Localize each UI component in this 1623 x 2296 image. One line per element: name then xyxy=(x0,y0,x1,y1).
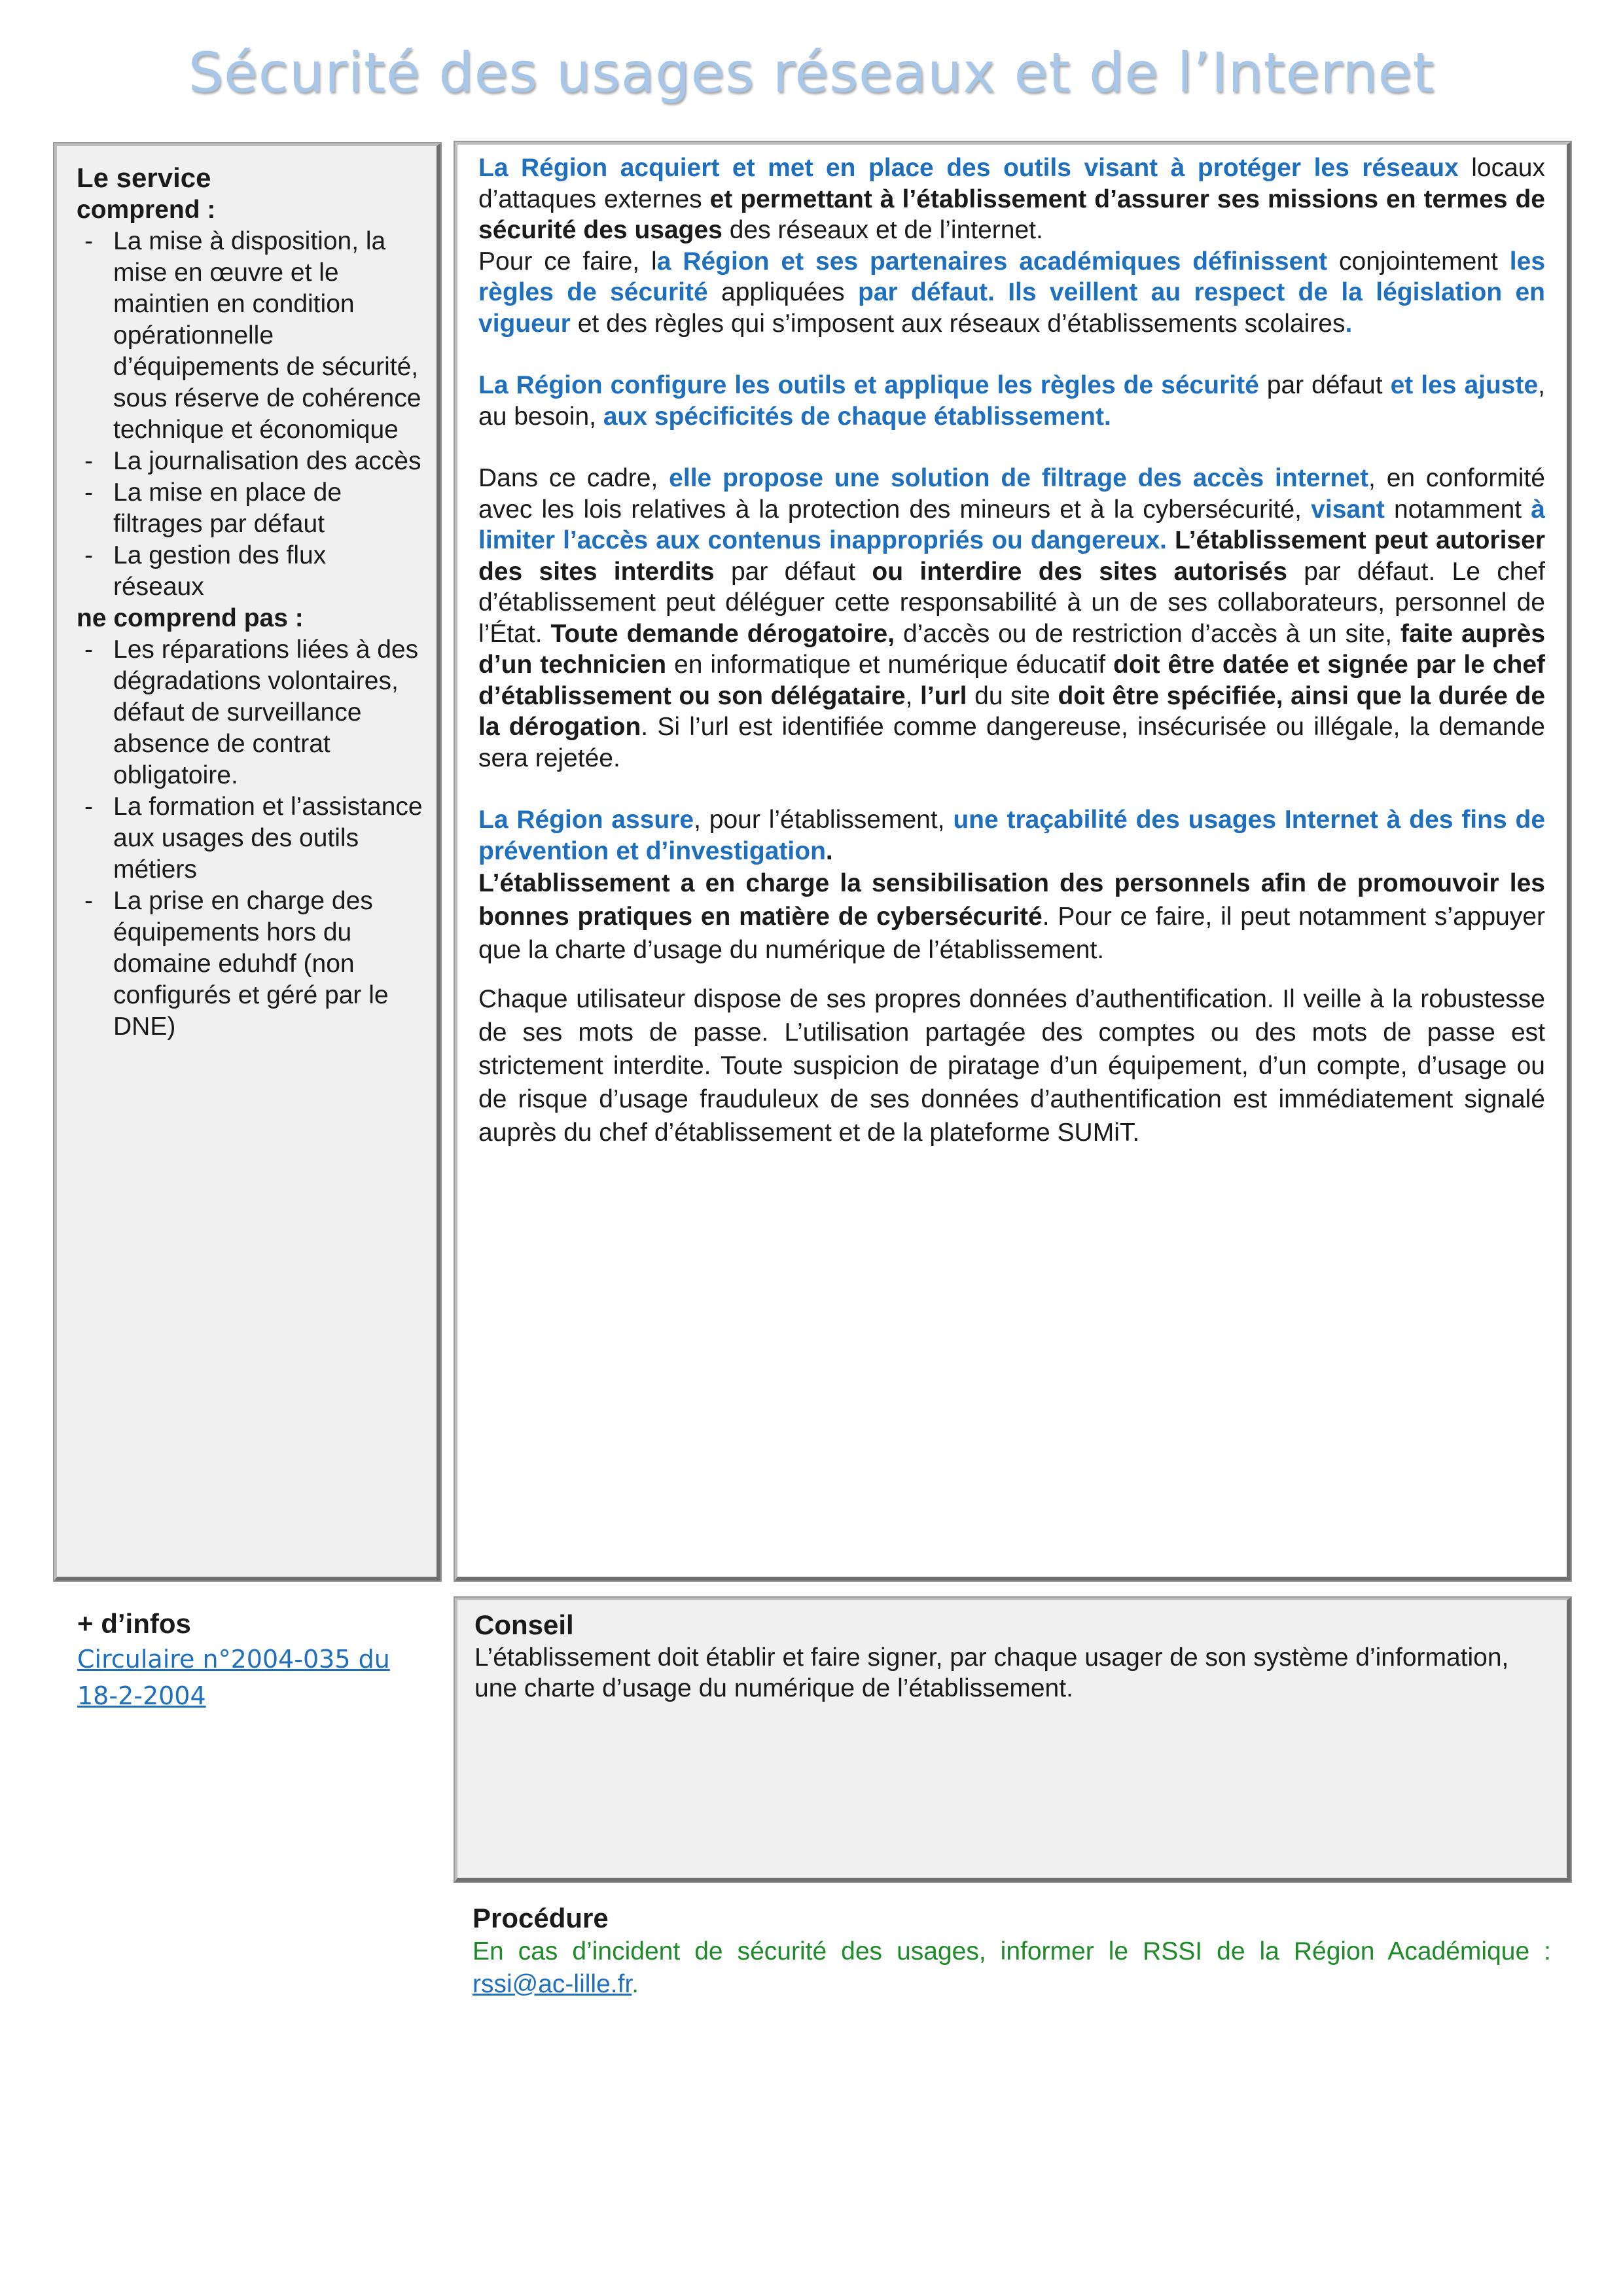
procedure-sentence: En cas d’incident de sécurité des usages, informer le RSSI de la Région Académique : xyxy=(473,1937,1551,1965)
page-title: Sécurité des usages réseaux et de l’Internet xyxy=(188,41,1435,105)
text-run: L’établissement peut autoriser des sites interdits xyxy=(478,526,1545,586)
paragraph-3 xyxy=(478,370,1545,432)
text-run: L’établissement a en charge la sensibilisation des personnels afin de promouvoir les bonnes pratiques en matière de cybersécurité xyxy=(478,869,1545,931)
text-run: les règles de sécurité xyxy=(478,247,1546,306)
list-item xyxy=(77,886,423,1043)
text-run: par défaut xyxy=(1258,371,1391,399)
list-item xyxy=(77,446,423,477)
text-run: d’accès ou de restriction d’accès à un site, xyxy=(895,619,1401,648)
text-run: par défaut. Ils veillent au respect de la législation en vigueur xyxy=(478,278,1545,338)
procedure-text xyxy=(473,1935,1551,2001)
list-item-text: La mise en place de filtrages par défaut xyxy=(113,478,342,538)
paragraph-5 xyxy=(478,804,1545,867)
list-item xyxy=(77,634,423,791)
paragraph-6 xyxy=(478,867,1545,967)
service-heading: Le service xyxy=(77,162,211,193)
text-run: et permettant à l’établissement d’assurer ses missions en termes de sécurité des usages xyxy=(478,185,1545,244)
dash-bullet: - xyxy=(84,447,93,475)
procedure-heading: Procédure xyxy=(473,1903,609,1933)
includes-label: comprend : xyxy=(77,196,216,224)
text-run: l’url xyxy=(920,681,967,710)
list-item xyxy=(77,540,423,603)
more-info-heading: + d’infos xyxy=(77,1608,191,1639)
text-run: , en conformité avec les lois relatives à la protection des mineurs et à la cybersécurité, xyxy=(478,464,1545,524)
conseil-text: L’établissement doit établir et faire signer, par chaque usager de son système d’information, une charte d’usage du numérique de l’établissement. xyxy=(474,1643,1509,1702)
text-run: Pour ce faire, l xyxy=(478,247,657,276)
text-run: Chaque utilisateur dispose de ses propres données d’authentification. Il veille à la robustesse de ses mots de passe. L’utilisation partagée des comptes ou des mots de passe est strictement interdite. Toute suspicion de piratage d’un équipement, d’un compte, d’usage ou de risque d’usage frauduleux de ses données d’authentification est immédiatement signalé auprès du chef d’établissement et de la plateforme SUMiT. xyxy=(478,985,1545,1147)
text-run: locaux d’attaques externes xyxy=(478,154,1545,213)
text-run: , xyxy=(905,681,921,710)
circulaire-link[interactable] xyxy=(77,1641,431,1714)
text-run: Toute demande dérogatoire, xyxy=(550,619,895,648)
dash-bullet: - xyxy=(84,887,93,915)
text-run: . Si l’url est identifiée comme dangereuse, insécurisée ou illégale, la demande sera rejetée. xyxy=(478,713,1545,772)
link-line-2: 18-2-2004 xyxy=(77,1681,206,1710)
text-run: faite auprès d’un technicien xyxy=(478,619,1546,679)
text-run: doit être datée et signée par le chef d’établissement ou son délégataire xyxy=(478,651,1546,710)
service-panel xyxy=(54,143,440,1581)
conseil-panel xyxy=(455,1598,1571,1882)
excludes-label: ne comprend pas : xyxy=(77,604,304,632)
text-run: appliquées xyxy=(707,278,859,306)
text-run: aux spécificités de chaque établissement. xyxy=(603,402,1111,431)
text-run: , au besoin, xyxy=(478,371,1546,431)
text-run: La Région assure xyxy=(478,806,694,834)
list-item-text: La formation et l’assistance aux usages des outils métiers xyxy=(113,793,423,884)
dash-bullet: - xyxy=(84,793,93,821)
text-run: La Région configure les outils et applique les règles de sécurité xyxy=(478,371,1259,399)
text-run: . xyxy=(825,836,833,865)
text-run: du site xyxy=(967,681,1058,710)
link-line-1: Circulaire n°2004-035 du xyxy=(77,1645,390,1674)
text-run: par défaut. Le chef d’établissement peut déléguer cette responsabilité à un de ses collaborateurs, personnel de l’État. xyxy=(478,557,1545,648)
dash-bullet: - xyxy=(84,541,93,569)
text-run: une traçabilité des usages Internet à des fins de prévention et d’investigation xyxy=(478,806,1546,865)
paragraph-7 xyxy=(478,982,1545,1149)
text-run: Dans ce cadre, xyxy=(478,464,669,492)
text-run: à limiter l’accès aux contenus inappropriés ou dangereux. xyxy=(478,495,1545,554)
text-run: La Région acquiert et met en place des outils visant à protéger les réseaux xyxy=(478,154,1459,182)
procedure-section xyxy=(473,1901,1551,2001)
text-run: et des règles qui s’imposent aux réseaux d’établissements scolaires xyxy=(570,309,1346,338)
text-run: a Région et ses partenaires académiques définissent xyxy=(656,247,1328,276)
text-run: et les ajuste xyxy=(1390,371,1539,399)
procedure-end: . xyxy=(632,1970,639,1998)
text-run: ou interdire des sites autorisés xyxy=(872,557,1287,586)
list-item-text: La mise à disposition, la mise en œuvre et le maintien en condition opérationnelle d’équipements de sécurité, sous réserve de cohérence technique et économique xyxy=(113,227,421,444)
list-item xyxy=(77,477,423,540)
text-run: en informatique et numérique éducatif xyxy=(666,651,1114,679)
text-run: . xyxy=(1345,309,1353,338)
paragraph-2 xyxy=(478,246,1545,340)
list-item xyxy=(77,226,423,446)
includes-list xyxy=(77,226,423,603)
list-item-text: La prise en charge des équipements hors du domaine eduhdf (non configurés et géré par le DNE) xyxy=(113,887,389,1041)
list-item-text: La gestion des flux réseaux xyxy=(113,541,327,601)
list-item-text: La journalisation des accès xyxy=(113,447,421,475)
text-run: , pour l’établissement, xyxy=(694,806,954,834)
text-run: doit être spécifiée, ainsi que la durée de la dérogation xyxy=(478,681,1546,741)
rssi-email-link[interactable]: rssi@ac-lille.fr xyxy=(473,1970,632,1998)
dash-bullet: - xyxy=(84,636,93,664)
text-run: visant xyxy=(1311,495,1385,524)
text-run: des réseaux et de l’internet. xyxy=(722,216,1043,244)
excludes-list xyxy=(77,634,423,1043)
text-run: notamment xyxy=(1384,495,1531,524)
list-item-text: Les réparations liées à des dégradations volontaires, défaut de surveillance absence de contrat obligatoire. xyxy=(113,636,419,789)
paragraph-4 xyxy=(478,463,1545,774)
paragraph-1 xyxy=(478,152,1545,246)
text-run: elle propose une solution de filtrage des accès internet xyxy=(669,464,1369,492)
text-run: conjointement xyxy=(1327,247,1510,276)
more-info xyxy=(77,1607,431,1714)
text-run: par défaut xyxy=(714,557,872,586)
dash-bullet: - xyxy=(84,478,93,507)
main-panel xyxy=(455,142,1571,1581)
dash-bullet: - xyxy=(84,227,93,255)
text-run: . Pour ce faire, il peut notamment s’appuyer que la charte d’usage du numérique de l’établissement. xyxy=(478,903,1546,964)
conseil-heading: Conseil xyxy=(474,1609,574,1640)
list-item xyxy=(77,791,423,886)
